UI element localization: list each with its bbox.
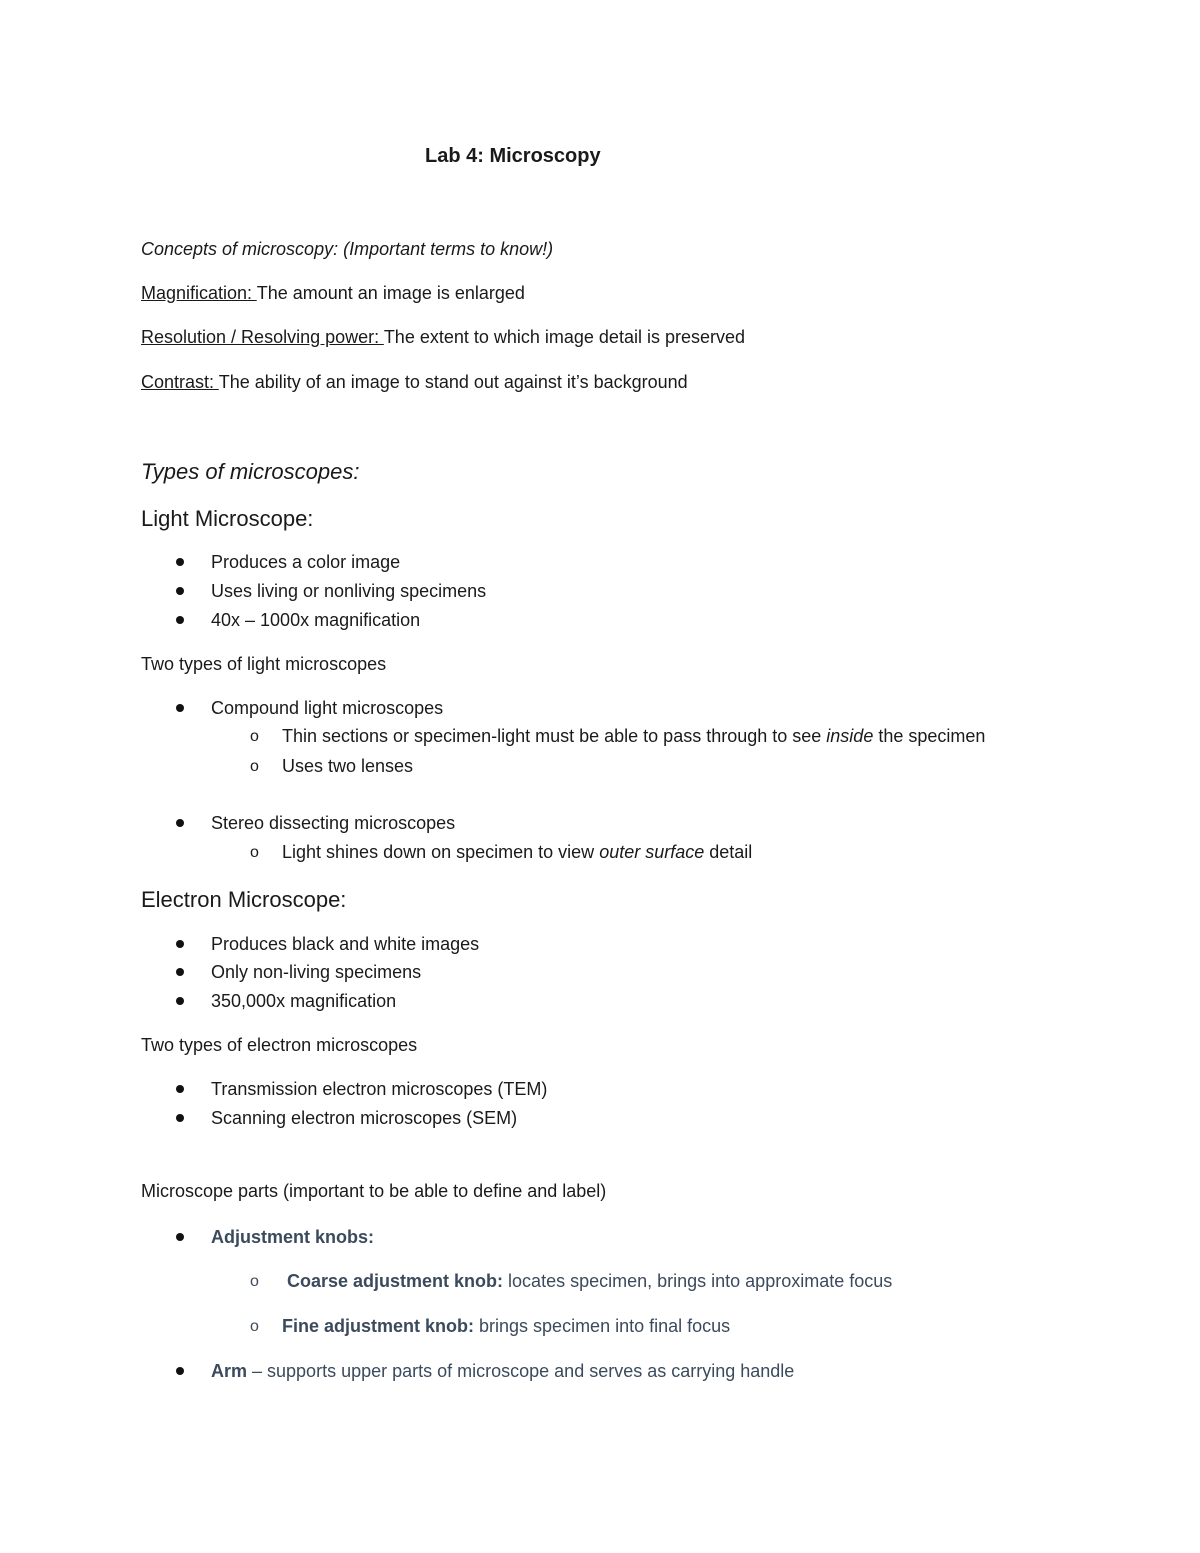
list-item: 40x – 1000x magnification — [211, 610, 421, 630]
sub-list-item-text: Light shines down on specimen to view — [282, 842, 600, 862]
list-item: Adjustment knobs: — [211, 1227, 375, 1247]
page-title: Lab 4: Microscopy — [425, 145, 601, 167]
bullet-icon — [176, 1114, 184, 1122]
list-item: Only non-living specimens — [211, 962, 422, 982]
list-item: Scanning electron microscopes (SEM) — [211, 1108, 518, 1128]
types-heading: Types of microscopes: — [141, 459, 360, 484]
coarse-knob-definition: locates specimen, brings into approximate focus — [503, 1271, 893, 1291]
sub-list-item-text: the specimen — [873, 726, 986, 746]
list-item: Produces black and white images — [211, 934, 480, 954]
emphasis-inside: inside — [826, 726, 874, 746]
bullet-icon — [176, 587, 184, 595]
sub-bullet-icon: o — [250, 728, 259, 745]
sub-list-item: Uses two lenses — [282, 756, 414, 776]
list-item: Produces a color image — [211, 552, 401, 572]
list-item: 350,000x magnification — [211, 991, 397, 1011]
term-contrast-definition: The ability of an image to stand out against it’s background — [218, 372, 688, 392]
electron-microscope-heading: Electron Microscope: — [141, 887, 347, 912]
fine-knob-definition: brings specimen into final focus — [474, 1316, 731, 1336]
term-magnification-definition: The amount an image is enlarged — [256, 283, 525, 303]
bullet-icon — [176, 1085, 184, 1093]
term-magnification — [141, 282, 525, 304]
bullet-icon — [176, 616, 184, 624]
term-contrast — [141, 371, 688, 393]
term-contrast-label: Contrast: — [141, 372, 219, 392]
list-item — [211, 1360, 794, 1382]
parts-heading: Microscope parts (important to be able to define and label) — [141, 1181, 607, 1201]
bullet-icon — [176, 704, 184, 712]
sub-list-item-text: Thin sections or specimen-light must be able to pass through to see — [282, 726, 827, 746]
fine-knob-term: Fine adjustment knob: — [282, 1316, 475, 1336]
list-item: Compound light microscopes — [211, 698, 444, 718]
term-magnification-label: Magnification: — [141, 283, 257, 303]
bullet-icon — [176, 819, 184, 827]
sub-list-item — [282, 841, 752, 863]
two-types-electron: Two types of electron microscopes — [141, 1035, 418, 1055]
bullet-icon — [176, 558, 184, 566]
sub-bullet-icon: o — [250, 758, 259, 775]
coarse-knob-term: Coarse adjustment knob: — [287, 1271, 504, 1291]
list-item: Stereo dissecting microscopes — [211, 813, 456, 833]
term-resolution-definition: The extent to which image detail is preserved — [383, 327, 745, 347]
bullet-icon — [176, 997, 184, 1005]
sub-list-item-text: detail — [704, 842, 753, 862]
sub-bullet-icon: o — [250, 1273, 259, 1290]
arm-term: Arm — [211, 1361, 248, 1381]
bullet-icon — [176, 940, 184, 948]
sub-bullet-icon: o — [250, 844, 259, 861]
concepts-heading: Concepts of microscopy: (Important terms to know!) — [141, 239, 554, 259]
two-types-light: Two types of light microscopes — [141, 654, 387, 674]
list-item: Uses living or nonliving specimens — [211, 581, 487, 601]
term-resolution-label: Resolution / Resolving power: — [141, 327, 384, 347]
list-item: Transmission electron microscopes (TEM) — [211, 1079, 548, 1099]
term-resolution — [141, 326, 745, 348]
sub-bullet-icon: o — [250, 1318, 259, 1335]
arm-definition: – supports upper parts of microscope and serves as carrying handle — [247, 1361, 795, 1381]
sub-list-item — [282, 725, 985, 747]
bullet-icon — [176, 1233, 184, 1241]
bullet-icon — [176, 968, 184, 976]
sub-list-item — [282, 1315, 730, 1337]
light-microscope-heading: Light Microscope: — [141, 506, 314, 531]
sub-list-item — [287, 1270, 892, 1292]
bullet-icon — [176, 1367, 184, 1375]
emphasis-outer-surface: outer surface — [599, 842, 705, 862]
